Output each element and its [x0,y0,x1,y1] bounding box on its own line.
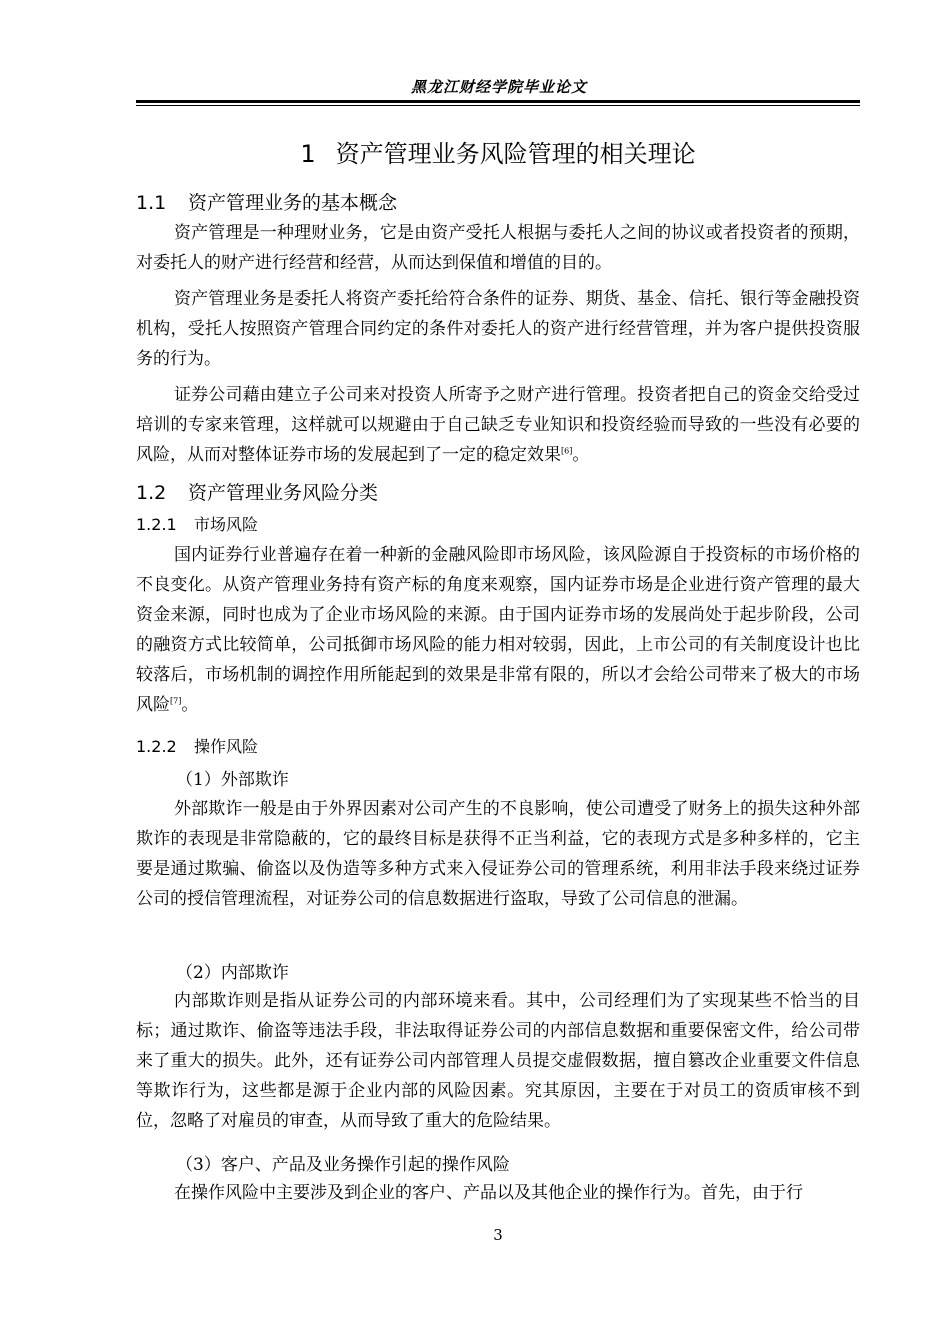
paragraph: 在操作风险中主要涉及到企业的客户、产品以及其他企业的操作行为。首先，由于行 [174,1183,803,1203]
subsection-number: 1.2.2 [136,737,177,756]
paragraph-end: 。 [572,445,590,465]
chapter-title-text: 资产管理业务风险管理的相关理论 [335,140,696,168]
section-heading-1-2 [136,478,378,505]
subsection-title: 操作风险 [194,737,259,756]
paragraph [136,540,860,720]
chapter-number: 1 [300,140,316,168]
section-number: 1.2 [136,482,167,504]
subsection-number: 1.2.1 [136,515,177,534]
section-title: 资产管理业务的基本概念 [188,192,398,214]
paragraph: 资产管理业务是委托人将资产委托给符合条件的证券、期货、基金、信托、银行等金融投资机构，受托人按照资产管理合同约定的条件对委托人的资产进行经营管理，并为客户提供投资服务的行为。 [136,289,860,369]
header-rule-thick [136,100,860,103]
section-heading-1-1 [136,188,397,215]
paragraph: 资产管理是一种理财业务，它是由资产受托人根据与委托人之间的协议或者投资者的预期，对委托人的财产进行经营和经营，从而达到保值和增值的目的。 [136,223,860,273]
header-rule-thin [136,105,860,106]
section-title: 资产管理业务风险分类 [188,482,379,504]
subsection-heading-1-2-2 [136,734,258,757]
running-header: 黑龙江财经学院毕业论文 [410,78,587,96]
item-heading-operation-risk: （3）客户、产品及业务操作引起的操作风险 [176,1155,510,1175]
page-number: 3 [493,1226,503,1244]
paragraph: 内部欺诈则是指从证券公司的内部环境来看。其中，公司经理们为了实现某些不恰当的目标；通过欺诈、偷盗等违法手段，非法取得证券公司的内部信息数据和重要保密文件，给公司带来了重大的损失。此外，还有证券公司内部管理人员提交虚假数据，擅自篡改企业重要文件信息等欺诈行为，这些都是源于企业内部的风险因素。究其原因，主要在于对员工的资质审核不到位，忽略了对雇员的审查，从而导致了重大的危险结果。 [136,991,860,1131]
paragraph [136,380,860,470]
item-heading-internal-fraud: （2）内部欺诈 [176,963,289,983]
paragraph-text: 国内证券行业普遍存在着一种新的金融风险即市场风险，该风险源自于投资标的市场价格的不良变化。从资产管理业务持有资产标的角度来观察，国内证券市场是企业进行资产管理的最大资金来源，同时也成为了企业市场风险的来源。由于国内证券市场的发展尚处于起步阶段，公司的融资方式比较简单，公司抵御市场风险的能力相对较弱，因此，上市公司的有关制度设计也比较落后，市场机制的调控作用所能起到的效果是非常有限的，所以才会给公司带来了极大的市场风险 [136,545,860,715]
citation-ref: [6] [561,446,573,456]
chapter-title [136,134,860,169]
paragraph: 外部欺诈一般是由于外界因素对公司产生的不良影响，使公司遭受了财务上的损失这种外部欺诈的表现是非常隐蔽的，它的最终目标是获得不正当利益，它的表现方式是多种多样的，它主要是通过欺骗、偷盗以及伪造等多种方式来入侵证券公司的管理系统，利用非法手段来绕过证券公司的授信管理流程，对证券公司的信息数据进行盗取，导致了公司信息的泄漏。 [136,799,860,909]
paragraph-text: 证券公司藉由建立子公司来对投资人所寄予之财产进行管理。投资者把自己的资金交给受过培训的专家来管理，这样就可以规避由于自己缺乏专业知识和投资经验而导致的一些没有必要的风险，从而对整体证券市场的发展起到了一定的稳定效果 [136,385,860,465]
item-heading-external-fraud: （1）外部欺诈 [176,770,289,790]
citation-ref: [7] [170,696,182,706]
section-number: 1.1 [136,192,167,214]
subsection-title: 市场风险 [194,515,259,534]
paragraph-end: 。 [181,695,199,715]
subsection-heading-1-2-1 [136,512,258,535]
